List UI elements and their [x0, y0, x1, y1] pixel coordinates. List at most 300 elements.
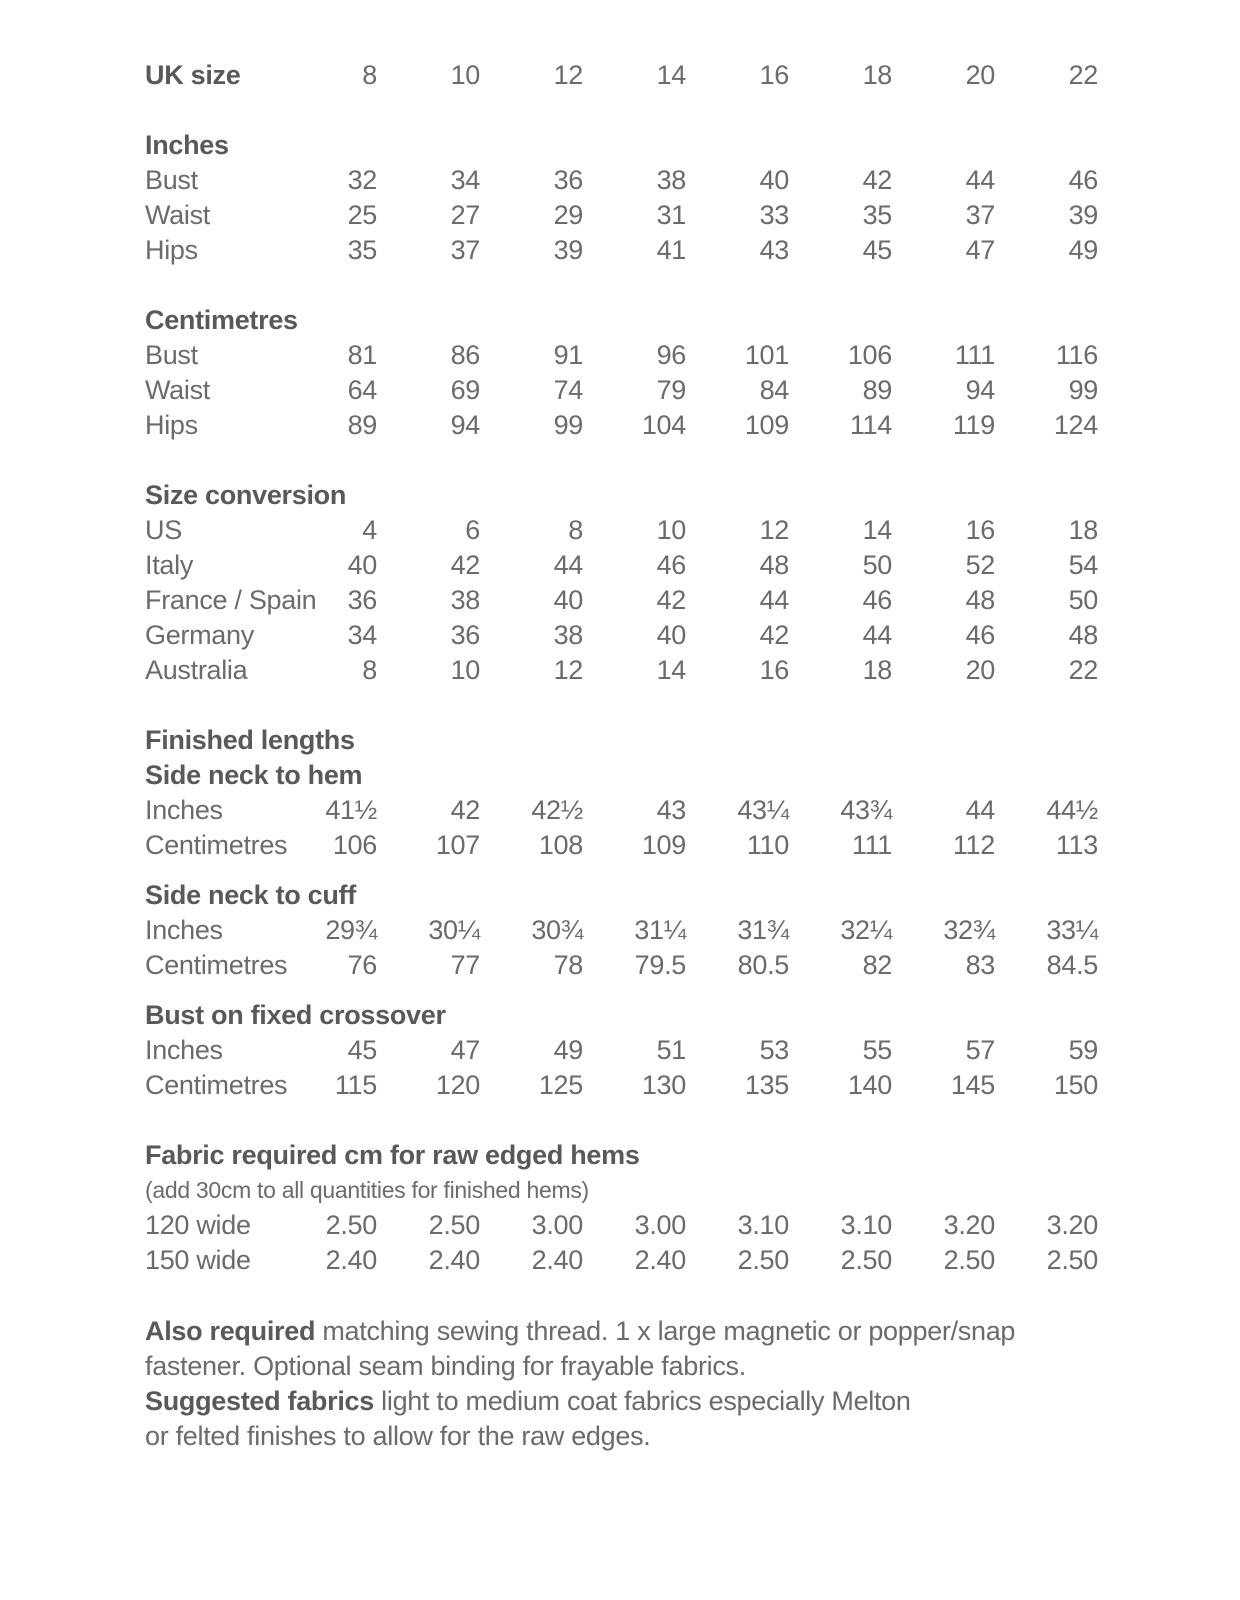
- cell-value: [274, 268, 377, 303]
- cell-value: [377, 1103, 480, 1138]
- cell-value: [789, 723, 892, 758]
- cell-value: 3.00: [634, 1210, 686, 1240]
- cell-value: [995, 268, 1098, 303]
- cell-value: 38: [656, 165, 686, 195]
- cell-value: [892, 478, 995, 513]
- cell-value: 76: [347, 950, 377, 980]
- cell-value: [995, 723, 1098, 758]
- cell-value: 4: [362, 515, 377, 545]
- cell-value: [789, 93, 892, 128]
- cell-value: 31¼: [634, 915, 686, 945]
- table-row: [145, 58, 1240, 93]
- row-label: Italy: [145, 550, 194, 580]
- table-row: [145, 408, 1240, 443]
- cell-value: 14: [862, 515, 892, 545]
- cell-value: [480, 688, 583, 723]
- row-label: Centimetres: [145, 950, 288, 980]
- cell-value: 84.5: [1046, 950, 1098, 980]
- cell-value: [274, 983, 377, 998]
- table-row: [145, 478, 1240, 513]
- cell-value: [480, 1173, 583, 1208]
- notes-text: light to medium coat fabrics especially Melton: [373, 1386, 911, 1416]
- notes-line: [145, 1349, 1240, 1384]
- table-row: [145, 338, 1240, 373]
- notes-line: [145, 1384, 1240, 1419]
- cell-value: [995, 443, 1098, 478]
- cell-value: [583, 268, 686, 303]
- cell-value: [686, 1173, 789, 1208]
- cell-value: 52: [965, 550, 995, 580]
- notes-text: fastener. Optional seam binding for frayable fabrics.: [145, 1351, 746, 1381]
- cell-value: 20: [965, 655, 995, 685]
- cell-value: 8: [568, 515, 583, 545]
- cell-value: 30¼: [428, 915, 480, 945]
- cell-value: [583, 93, 686, 128]
- cell-value: [892, 878, 995, 913]
- notes-paragraph: [145, 1314, 1240, 1454]
- table-row: [145, 998, 1240, 1033]
- cell-value: [274, 1103, 377, 1138]
- table-row: [145, 983, 1240, 998]
- cell-value: 109: [744, 410, 789, 440]
- cell-value: [480, 1103, 583, 1138]
- cell-value: 8: [362, 655, 377, 685]
- table-row: [145, 863, 1240, 878]
- cell-value: 2.40: [531, 1245, 583, 1275]
- cell-value: 99: [553, 410, 583, 440]
- cell-value: 69: [450, 375, 480, 405]
- row-label: 150 wide: [145, 1245, 251, 1275]
- cell-value: 124: [1053, 410, 1098, 440]
- row-label: Side neck to hem: [145, 760, 363, 790]
- cell-value: [274, 878, 377, 913]
- cell-value: [274, 128, 377, 163]
- cell-value: 59: [1068, 1035, 1098, 1065]
- cell-value: [274, 758, 377, 793]
- cell-value: 12: [759, 515, 789, 545]
- cell-value: 44½: [1046, 795, 1098, 825]
- cell-value: 44: [965, 165, 995, 195]
- cell-value: 42: [450, 550, 480, 580]
- cell-value: 3.00: [531, 1210, 583, 1240]
- cell-value: 16: [965, 515, 995, 545]
- cell-value: [789, 878, 892, 913]
- cell-value: 2.50: [1046, 1245, 1098, 1275]
- row-label: [145, 688, 274, 723]
- row-label: Inches: [145, 130, 229, 160]
- cell-value: 91: [553, 340, 583, 370]
- cell-value: [377, 758, 480, 793]
- table-row: [145, 1103, 1240, 1138]
- cell-value: [583, 688, 686, 723]
- row-label: France / Spain: [145, 585, 317, 615]
- cell-value: [583, 758, 686, 793]
- cell-value: 42½: [531, 795, 583, 825]
- cell-value: [377, 268, 480, 303]
- table-row: [145, 233, 1240, 268]
- cell-value: 110: [746, 830, 789, 860]
- cell-value: 31: [656, 200, 686, 230]
- cell-value: 2.50: [840, 1245, 892, 1275]
- cell-value: [480, 723, 583, 758]
- row-label: Inches: [145, 915, 223, 945]
- cell-value: 81: [347, 340, 377, 370]
- cell-value: 42: [862, 165, 892, 195]
- cell-value: 78: [553, 950, 583, 980]
- cell-value: 27: [450, 200, 480, 230]
- cell-value: [892, 723, 995, 758]
- cell-value: 119: [952, 410, 995, 440]
- row-label: Inches: [145, 1035, 223, 1065]
- cell-value: 150: [1053, 1070, 1098, 1100]
- table-row: [145, 653, 1240, 688]
- table-row: [145, 1243, 1240, 1278]
- cell-value: [686, 93, 789, 128]
- cell-value: [274, 863, 377, 878]
- table-row: [145, 198, 1240, 233]
- cell-value: 44: [553, 550, 583, 580]
- row-label: Finished lengths: [145, 725, 355, 755]
- table-row: [145, 443, 1240, 478]
- cell-value: 42: [656, 585, 686, 615]
- cell-value: [480, 268, 583, 303]
- cell-value: [892, 1138, 995, 1173]
- notes-bold-label: Also required: [145, 1316, 316, 1346]
- cell-value: [583, 723, 686, 758]
- table-row: [145, 93, 1240, 128]
- cell-value: 40: [759, 165, 789, 195]
- cell-value: 32¼: [840, 915, 892, 945]
- cell-value: [480, 878, 583, 913]
- cell-value: 135: [744, 1070, 789, 1100]
- row-label: Centimetres: [145, 1070, 288, 1100]
- cell-value: 44: [759, 585, 789, 615]
- cell-value: 57: [965, 1035, 995, 1065]
- cell-value: 106: [332, 830, 377, 860]
- cell-value: 44: [862, 620, 892, 650]
- cell-value: 2.40: [428, 1245, 480, 1275]
- cell-value: [789, 758, 892, 793]
- cell-value: 2.40: [325, 1245, 377, 1275]
- row-label: Fabric required cm for raw edged hems: [145, 1140, 640, 1170]
- cell-value: 46: [965, 620, 995, 650]
- cell-value: [892, 303, 995, 338]
- table-row: [145, 128, 1240, 163]
- cell-value: 14: [656, 655, 686, 685]
- cell-value: [789, 303, 892, 338]
- cell-value: 35: [347, 235, 377, 265]
- cell-value: 46: [656, 550, 686, 580]
- cell-value: [892, 128, 995, 163]
- row-label: Side neck to cuff: [145, 880, 356, 910]
- cell-value: [480, 93, 583, 128]
- cell-value: 2.50: [428, 1210, 480, 1240]
- cell-value: 145: [950, 1070, 995, 1100]
- cell-value: 33: [759, 200, 789, 230]
- table-row: [145, 1033, 1240, 1068]
- cell-value: [377, 983, 480, 998]
- row-label: (add 30cm to all quantities for finished hems): [145, 1177, 589, 1203]
- table-row: [145, 303, 1240, 338]
- table-row: [145, 618, 1240, 653]
- cell-value: 140: [847, 1070, 892, 1100]
- cell-value: [686, 863, 789, 878]
- cell-value: [686, 878, 789, 913]
- cell-value: [686, 1138, 789, 1173]
- row-label: Size conversion: [145, 480, 347, 510]
- cell-value: [480, 128, 583, 163]
- cell-value: 2.50: [737, 1245, 789, 1275]
- cell-value: 2.50: [943, 1245, 995, 1275]
- table-row: [145, 758, 1240, 793]
- cell-value: [480, 303, 583, 338]
- cell-value: [583, 128, 686, 163]
- cell-value: [686, 998, 789, 1033]
- cell-value: [583, 983, 686, 998]
- cell-value: 112: [952, 830, 995, 860]
- cell-value: [995, 1103, 1098, 1138]
- cell-value: 34: [347, 620, 377, 650]
- cell-value: 89: [862, 375, 892, 405]
- cell-value: 44: [965, 795, 995, 825]
- cell-value: 6: [465, 515, 480, 545]
- cell-value: 25: [347, 200, 377, 230]
- row-label: Waist: [145, 375, 210, 405]
- cell-value: 16: [759, 655, 789, 685]
- cell-value: [377, 303, 480, 338]
- row-label: Waist: [145, 200, 210, 230]
- cell-value: 80.5: [737, 950, 789, 980]
- cell-value: 47: [450, 1035, 480, 1065]
- cell-value: [789, 128, 892, 163]
- cell-value: [274, 998, 377, 1033]
- cell-value: [892, 1173, 995, 1208]
- cell-value: 41½: [325, 795, 377, 825]
- cell-value: [480, 983, 583, 998]
- cell-value: [377, 478, 480, 513]
- row-label: US: [145, 515, 182, 545]
- cell-value: 42: [759, 620, 789, 650]
- cell-value: 41: [656, 235, 686, 265]
- cell-value: 35: [862, 200, 892, 230]
- cell-value: [789, 478, 892, 513]
- cell-value: [480, 478, 583, 513]
- row-label: Hips: [145, 235, 198, 265]
- cell-value: [995, 758, 1098, 793]
- row-label: Bust: [145, 165, 198, 195]
- cell-value: [892, 758, 995, 793]
- cell-value: 34: [450, 165, 480, 195]
- cell-value: 116: [1055, 340, 1098, 370]
- cell-value: 94: [450, 410, 480, 440]
- cell-value: 36: [347, 585, 377, 615]
- cell-value: [995, 478, 1098, 513]
- table-row: [145, 268, 1240, 303]
- table-row: [145, 723, 1240, 758]
- cell-value: [892, 1103, 995, 1138]
- cell-value: 55: [862, 1035, 892, 1065]
- notes-line: [145, 1419, 1240, 1454]
- cell-value: 8: [362, 60, 377, 90]
- row-label: Bust: [145, 340, 198, 370]
- cell-value: [377, 128, 480, 163]
- cell-value: [892, 93, 995, 128]
- cell-value: [686, 268, 789, 303]
- cell-value: 10: [656, 515, 686, 545]
- cell-value: 120: [435, 1070, 480, 1100]
- row-label: [145, 268, 274, 303]
- notes-text: matching sewing thread. 1 x large magnetic or popper/snap: [315, 1316, 1016, 1346]
- row-label: [145, 1103, 274, 1138]
- cell-value: [789, 1138, 892, 1173]
- cell-value: 54: [1068, 550, 1098, 580]
- cell-value: 104: [641, 410, 686, 440]
- notes-bold-label: Suggested fabrics: [145, 1386, 374, 1416]
- cell-value: 18: [862, 60, 892, 90]
- cell-value: 106: [847, 340, 892, 370]
- cell-value: 46: [1068, 165, 1098, 195]
- cell-value: [686, 128, 789, 163]
- cell-value: [995, 303, 1098, 338]
- cell-value: 12: [553, 655, 583, 685]
- cell-value: 53: [759, 1035, 789, 1065]
- cell-value: 79: [656, 375, 686, 405]
- table-row: [145, 878, 1240, 913]
- cell-value: 29¾: [325, 915, 377, 945]
- table-row: [145, 1068, 1240, 1103]
- cell-value: [995, 1173, 1098, 1208]
- cell-value: 3.20: [943, 1210, 995, 1240]
- row-label: Centimetres: [145, 305, 298, 335]
- row-label: UK size: [145, 60, 241, 90]
- row-label: [145, 983, 274, 998]
- table-row: [145, 548, 1240, 583]
- cell-value: 43¾: [840, 795, 892, 825]
- cell-value: 108: [538, 830, 583, 860]
- row-label: [145, 863, 274, 878]
- cell-value: 51: [656, 1035, 686, 1065]
- cell-value: 50: [862, 550, 892, 580]
- cell-value: [583, 443, 686, 478]
- cell-value: [480, 998, 583, 1033]
- cell-value: 30¾: [531, 915, 583, 945]
- cell-value: [377, 1173, 480, 1208]
- cell-value: 48: [965, 585, 995, 615]
- cell-value: 115: [334, 1070, 377, 1100]
- cell-value: 36: [450, 620, 480, 650]
- cell-value: 43: [759, 235, 789, 265]
- table-row: [145, 948, 1240, 983]
- cell-value: [892, 998, 995, 1033]
- row-label: Australia: [145, 655, 248, 685]
- row-label: Germany: [145, 620, 254, 650]
- cell-value: [789, 863, 892, 878]
- cell-value: 20: [965, 60, 995, 90]
- cell-value: 22: [1068, 60, 1098, 90]
- cell-value: 43¼: [737, 795, 789, 825]
- cell-value: [995, 878, 1098, 913]
- cell-value: [995, 93, 1098, 128]
- cell-value: 38: [450, 585, 480, 615]
- cell-value: [274, 723, 377, 758]
- cell-value: 113: [1055, 830, 1098, 860]
- cell-value: 101: [744, 340, 789, 370]
- cell-value: 42: [450, 795, 480, 825]
- cell-value: 36: [553, 165, 583, 195]
- cell-value: [995, 983, 1098, 998]
- cell-value: 32¾: [943, 915, 995, 945]
- cell-value: 83: [965, 950, 995, 980]
- cell-value: [995, 863, 1098, 878]
- row-label: [145, 93, 274, 128]
- row-label: 120 wide: [145, 1210, 251, 1240]
- cell-value: 22: [1068, 655, 1098, 685]
- cell-value: 45: [862, 235, 892, 265]
- cell-value: 47: [965, 235, 995, 265]
- cell-value: [274, 1173, 377, 1208]
- cell-value: [583, 478, 686, 513]
- cell-value: [274, 303, 377, 338]
- cell-value: 40: [656, 620, 686, 650]
- cell-value: 48: [1068, 620, 1098, 650]
- cell-value: 111: [954, 340, 995, 370]
- cell-value: [583, 1138, 686, 1173]
- row-label: Hips: [145, 410, 198, 440]
- cell-value: [480, 1138, 583, 1173]
- cell-value: 14: [656, 60, 686, 90]
- cell-value: [274, 1138, 377, 1173]
- cell-value: 94: [965, 375, 995, 405]
- table-row: [145, 163, 1240, 198]
- cell-value: [686, 443, 789, 478]
- table-row: [145, 1138, 1240, 1173]
- cell-value: 38: [553, 620, 583, 650]
- cell-value: [789, 443, 892, 478]
- cell-value: [995, 688, 1098, 723]
- table-row: [145, 913, 1240, 948]
- cell-value: 3.10: [840, 1210, 892, 1240]
- cell-value: [377, 688, 480, 723]
- cell-value: [377, 723, 480, 758]
- cell-value: 40: [347, 550, 377, 580]
- cell-value: 40: [553, 585, 583, 615]
- cell-value: [583, 878, 686, 913]
- cell-value: 2.50: [325, 1210, 377, 1240]
- cell-value: [892, 268, 995, 303]
- row-label: [145, 443, 274, 478]
- cell-value: [686, 758, 789, 793]
- cell-value: [583, 1173, 686, 1208]
- cell-value: 79.5: [634, 950, 686, 980]
- cell-value: 48: [759, 550, 789, 580]
- cell-value: 111: [851, 830, 892, 860]
- cell-value: [377, 93, 480, 128]
- cell-value: [789, 1103, 892, 1138]
- cell-value: [274, 478, 377, 513]
- notes-text: or felted finishes to allow for the raw edges.: [145, 1421, 651, 1451]
- cell-value: 37: [450, 235, 480, 265]
- cell-value: [274, 443, 377, 478]
- cell-value: [377, 998, 480, 1033]
- cell-value: 39: [553, 235, 583, 265]
- table-row: [145, 583, 1240, 618]
- cell-value: [995, 1138, 1098, 1173]
- cell-value: 86: [450, 340, 480, 370]
- cell-value: 12: [553, 60, 583, 90]
- row-label: Bust on fixed crossover: [145, 1000, 446, 1030]
- cell-value: [583, 1103, 686, 1138]
- cell-value: [480, 863, 583, 878]
